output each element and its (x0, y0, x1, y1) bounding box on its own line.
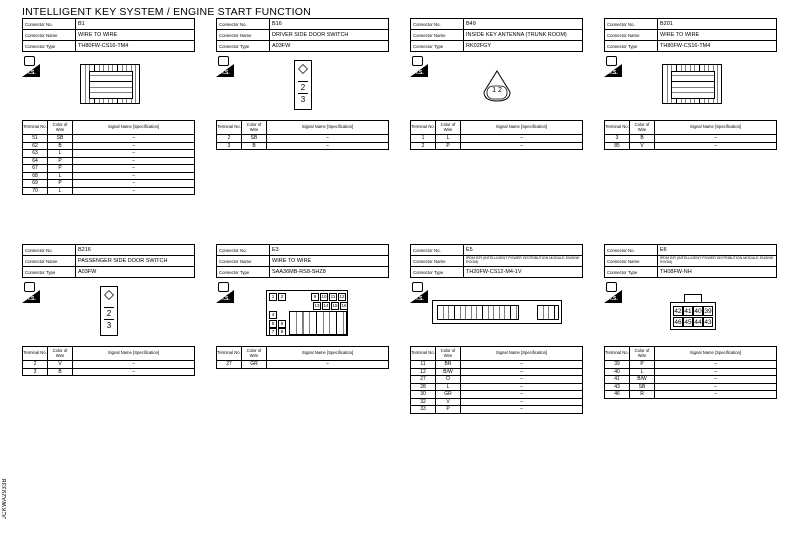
hs-icon (410, 282, 428, 303)
terminal-cell: 28 (411, 383, 436, 391)
color-cell: P (436, 406, 461, 414)
header-value-type: RK02FGY (464, 41, 583, 52)
signal-cell: – (461, 383, 583, 391)
pin-cell: 15 (332, 303, 338, 308)
header-value-type: TH80FW-CS16-TM4 (76, 41, 195, 52)
terminal-cell: 67 (23, 165, 48, 173)
terminal-cell: 27 (411, 376, 436, 384)
hs-icon (22, 282, 40, 303)
signal-cell: – (461, 376, 583, 384)
signal-cell: – (461, 368, 583, 376)
color-cell: L (48, 172, 73, 180)
table-row (411, 368, 583, 376)
table-row (411, 361, 583, 369)
terminal-cell: 40 (605, 368, 630, 376)
color-cell: P (48, 165, 73, 173)
color-cell: SB (630, 383, 655, 391)
terminal-table (410, 120, 583, 150)
terminal-cell: 64 (23, 157, 48, 165)
terminal-cell: 3 (23, 368, 48, 376)
table-row (217, 361, 389, 369)
color-cell: L (48, 187, 73, 195)
header-key: Connector Type (217, 267, 270, 278)
table-row (23, 361, 195, 369)
header-value-type: TH20FW-CS12-M4-1V (464, 267, 583, 278)
pin-cell: 7 (269, 328, 277, 336)
terminal-cell: 1 (411, 135, 436, 143)
connector-panel-b201 (604, 18, 777, 149)
terminal-cell: 2 (217, 135, 242, 143)
signal-cell: – (655, 368, 777, 376)
connector-header (216, 244, 389, 278)
pin-cell: 10 (321, 294, 327, 299)
col-header-color: Color of Wire (436, 121, 461, 135)
header-value-name: WIRE TO WIRE (76, 30, 195, 41)
connector-header (216, 18, 389, 52)
header-value-no: B16 (270, 19, 389, 30)
header-key: Connector No. (23, 245, 76, 256)
pin-cell: 11 (330, 294, 336, 299)
table-row (23, 172, 195, 180)
terminal-cell: 32 (411, 398, 436, 406)
table-row (411, 142, 583, 150)
terminal-table (216, 346, 389, 369)
terminal-cell: 2 (23, 361, 48, 369)
connector-latch (684, 294, 702, 303)
terminal-table (604, 120, 777, 150)
signal-cell: – (461, 391, 583, 399)
pin-cell: 12 (339, 294, 345, 299)
terminal-cell: 33 (411, 406, 436, 414)
hs-label: H.S. (26, 70, 36, 76)
connector-diagram (662, 64, 722, 104)
connector-diagram (482, 70, 512, 102)
signal-cell: – (73, 165, 195, 173)
header-key: Connector Name (217, 30, 270, 41)
pin-label: 2 (104, 307, 114, 319)
cavity-block (537, 305, 559, 320)
connector-panel-b1 (22, 18, 195, 194)
terminal-cell: 12 (411, 368, 436, 376)
color-cell: P (48, 180, 73, 188)
terminal-cell: 30 (411, 391, 436, 399)
connector-diagram (432, 300, 562, 324)
table-row (23, 187, 195, 195)
terminal-cell: 68 (23, 172, 48, 180)
table-row (23, 368, 195, 376)
signal-cell: – (73, 187, 195, 195)
header-key: Connector Type (411, 41, 464, 52)
connector-header (410, 18, 583, 52)
header-value-no: B201 (658, 19, 777, 30)
terminal-cell: 46 (605, 391, 630, 399)
col-header-color: Color of Wire (630, 347, 655, 361)
terminal-cell: 41 (605, 376, 630, 384)
pin-cell: 2 (278, 293, 286, 301)
pin-cell: 5 (269, 320, 277, 328)
connector-body (89, 71, 133, 99)
col-header-terminal: Terminal No. (411, 121, 436, 135)
signal-cell: – (655, 135, 777, 143)
col-header-color: Color of Wire (48, 121, 73, 135)
signal-cell: – (73, 368, 195, 376)
header-value-no: E6 (658, 245, 777, 256)
terminal-cell: 11 (411, 361, 436, 369)
color-cell: GR (242, 361, 267, 369)
pin-cell: 46 (674, 319, 682, 326)
connector-key (298, 64, 308, 74)
pin-cell: 14 (323, 303, 329, 308)
connector-header (22, 18, 195, 52)
header-key: Connector No. (411, 245, 464, 256)
col-header-terminal: Terminal No. (217, 347, 242, 361)
color-cell: B (48, 142, 73, 150)
table-row (23, 150, 195, 158)
connector-panel-e6 (604, 244, 777, 398)
header-value-type: SAA36MB-RS8-SHZ8 (270, 267, 389, 278)
col-header-signal: Signal Name [Specification] (655, 121, 777, 135)
signal-cell: – (267, 361, 389, 369)
pin-label: 3 (104, 319, 114, 331)
terminal-cell: 51 (23, 135, 48, 143)
header-value-no: B49 (464, 19, 583, 30)
color-cell: P (630, 361, 655, 369)
table-row (411, 398, 583, 406)
terminal-cell: 2 (411, 142, 436, 150)
pin-label: 2 (298, 81, 308, 93)
terminal-table (216, 120, 389, 150)
header-key: Connector Type (217, 41, 270, 52)
table-row (411, 376, 583, 384)
signal-cell: – (461, 406, 583, 414)
header-value-type: TH08FW-NH (658, 267, 777, 278)
header-key: Connector Name (23, 256, 76, 267)
signal-cell: – (267, 135, 389, 143)
header-key: Connector No. (411, 19, 464, 30)
signal-cell: – (655, 391, 777, 399)
header-key: Connector No. (23, 19, 76, 30)
col-header-terminal: Terminal No. (605, 121, 630, 135)
header-key: Connector Name (605, 30, 658, 41)
terminal-cell: 69 (23, 180, 48, 188)
signal-cell: – (461, 135, 583, 143)
connector-header (604, 18, 777, 52)
color-cell: P (436, 142, 461, 150)
table-row (605, 361, 777, 369)
table-row (23, 135, 195, 143)
table-row (217, 142, 389, 150)
signal-cell: – (267, 142, 389, 150)
header-value-name: INSIDE KEY ANTENNA (TRUNK ROOM) (464, 30, 583, 41)
header-key: Connector Name (411, 30, 464, 41)
color-cell: V (630, 142, 655, 150)
header-key: Connector Type (605, 41, 658, 52)
col-header-color: Color of Wire (242, 121, 267, 135)
hs-label: H.S. (220, 70, 230, 76)
header-key: Connector Type (605, 267, 658, 278)
color-cell: SB (48, 135, 73, 143)
col-header-signal: Signal Name [Specification] (461, 121, 583, 135)
color-cell: B (630, 135, 655, 143)
table-row (23, 142, 195, 150)
signal-cell: – (461, 142, 583, 150)
terminal-table (604, 346, 777, 399)
table-row (605, 383, 777, 391)
connector-diagram (80, 64, 140, 104)
connector-diagram (100, 286, 118, 336)
hs-label: H.S. (414, 296, 424, 302)
terminal-cell: 43 (605, 383, 630, 391)
header-value-type: A03FW (76, 267, 195, 278)
header-key: Connector Name (411, 256, 464, 267)
color-cell: SB (242, 135, 267, 143)
color-cell: B (242, 142, 267, 150)
signal-cell: – (655, 142, 777, 150)
table-row (411, 135, 583, 143)
pin-cell: 41 (684, 308, 692, 315)
color-cell: L (436, 135, 461, 143)
col-header-terminal: Terminal No. (23, 347, 48, 361)
connector-diagram (670, 294, 716, 330)
connector-body (671, 71, 715, 99)
terminal-table (22, 346, 195, 376)
connector-panel-e5 (410, 244, 583, 413)
hs-icon (216, 56, 234, 77)
header-key: Connector Type (411, 267, 464, 278)
signal-cell: – (73, 142, 195, 150)
pin-cell: 44 (694, 319, 702, 326)
pin-cell: 16 (341, 303, 347, 308)
table-row (217, 135, 389, 143)
hs-icon (604, 56, 622, 77)
color-cell: L (436, 383, 461, 391)
header-value-no: E3 (270, 245, 389, 256)
connector-header (604, 244, 777, 278)
hs-label: H.S. (608, 296, 618, 302)
color-cell: GR (436, 391, 461, 399)
col-header-color: Color of Wire (48, 347, 73, 361)
color-cell: V (48, 361, 73, 369)
pin-cell: 1 (269, 293, 277, 301)
connector-header (410, 244, 583, 278)
pin-labels: 1 2 (492, 87, 502, 94)
terminal-table (410, 346, 583, 414)
terminal-cell: 3 (605, 135, 630, 143)
table-row (23, 165, 195, 173)
header-value-name: IPDM E/R (INTELLIGENT POWER DISTRIBUTION MODULE ENGINE ROOM) (658, 256, 777, 267)
header-value-name: WIRE TO WIRE (658, 30, 777, 41)
signal-cell: – (461, 361, 583, 369)
page-title: INTELLIGENT KEY SYSTEM / ENGINE START FUNCTION (22, 6, 311, 18)
header-key: Connector No. (217, 245, 270, 256)
terminal-cell: 63 (23, 150, 48, 158)
pin-cell: 45 (684, 319, 692, 326)
col-header-color: Color of Wire (242, 347, 267, 361)
hs-icon (604, 282, 622, 303)
connector-header (22, 244, 195, 278)
pin-cell: 9 (311, 293, 319, 301)
hs-label: H.S. (26, 296, 36, 302)
col-header-signal: Signal Name [Specification] (655, 347, 777, 361)
terminal-table (22, 120, 195, 195)
terminal-cell: 85 (605, 142, 630, 150)
pin-cell: 6 (278, 320, 286, 328)
connector-diagram (294, 60, 312, 110)
figure-code: JCKWA2933B (2, 478, 8, 520)
header-key: Connector No. (217, 19, 270, 30)
col-header-signal: Signal Name [Specification] (267, 347, 389, 361)
pin-cell: 40 (694, 308, 702, 315)
table-row (23, 180, 195, 188)
col-header-signal: Signal Name [Specification] (267, 121, 389, 135)
connector-diagram (266, 290, 348, 336)
connector-outline (482, 70, 512, 102)
header-value-no: B1 (76, 19, 195, 30)
col-header-color: Color of Wire (436, 347, 461, 361)
signal-cell: – (73, 150, 195, 158)
connector-key (104, 290, 114, 300)
terminal-cell: 62 (23, 142, 48, 150)
color-cell: B/W (630, 376, 655, 384)
col-header-terminal: Terminal No. (217, 121, 242, 135)
pin-cell: 39 (704, 308, 712, 315)
pin-cell: 8 (278, 328, 286, 336)
pin-cell: 13 (314, 303, 320, 308)
col-header-terminal: Terminal No. (23, 121, 48, 135)
connector-panel-b216 (22, 244, 195, 375)
header-value-name: PASSENGER SIDE DOOR SWITCH (76, 256, 195, 267)
col-header-signal: Signal Name [Specification] (461, 347, 583, 361)
col-header-terminal: Terminal No. (411, 347, 436, 361)
header-key: Connector No. (605, 245, 658, 256)
signal-cell: – (73, 361, 195, 369)
connector-panel-b16 (216, 18, 389, 149)
col-header-signal: Signal Name [Specification] (73, 121, 195, 135)
color-cell: V (436, 398, 461, 406)
signal-cell: – (73, 135, 195, 143)
col-header-signal: Signal Name [Specification] (73, 347, 195, 361)
signal-cell: – (73, 180, 195, 188)
color-cell: BR (436, 361, 461, 369)
header-value-name: DRIVER SIDE DOOR SWITCH (270, 30, 389, 41)
table-row (605, 142, 777, 150)
header-value-no: E5 (464, 245, 583, 256)
hs-icon (410, 56, 428, 77)
header-key: Connector Type (23, 41, 76, 52)
header-value-name: WIRE TO WIRE (270, 256, 389, 267)
color-cell: B/W (436, 368, 461, 376)
cavity-block (437, 305, 519, 320)
table-row (605, 135, 777, 143)
color-cell: L (48, 150, 73, 158)
hs-icon (22, 56, 40, 77)
cavity-block (289, 311, 347, 335)
hs-label: H.S. (414, 70, 424, 76)
color-cell: O (436, 376, 461, 384)
table-row (411, 391, 583, 399)
terminal-cell: 70 (23, 187, 48, 195)
pin-cell: 42 (674, 308, 682, 315)
signal-cell: – (73, 172, 195, 180)
hs-icon (216, 282, 234, 303)
header-key: Connector Name (605, 256, 658, 267)
table-row (411, 406, 583, 414)
header-key: Connector Name (217, 256, 270, 267)
color-cell: B (48, 368, 73, 376)
terminal-cell: 39 (605, 361, 630, 369)
col-header-terminal: Terminal No. (605, 347, 630, 361)
signal-cell: – (655, 376, 777, 384)
hs-label: H.S. (220, 296, 230, 302)
table-row (23, 157, 195, 165)
header-value-type: A03FW (270, 41, 389, 52)
color-cell: L (630, 368, 655, 376)
header-key: Connector Name (23, 30, 76, 41)
table-row (605, 391, 777, 399)
terminal-cell: 27 (217, 361, 242, 369)
header-key: Connector No. (605, 19, 658, 30)
signal-cell: – (461, 398, 583, 406)
pin-cell: 4 (269, 311, 277, 319)
pin-cell: 43 (704, 319, 712, 326)
header-value-type: TH80FW-CS16-TM4 (658, 41, 777, 52)
signal-cell: – (655, 383, 777, 391)
table-row (605, 376, 777, 384)
header-value-no: B216 (76, 245, 195, 256)
col-header-color: Color of Wire (630, 121, 655, 135)
pin-label: 3 (298, 93, 308, 105)
hs-label: H.S. (608, 70, 618, 76)
connector-panel-e3 (216, 244, 389, 368)
header-value-name: IPDM E/R (INTELLIGENT POWER DISTRIBUTION MODULE ENGINE ROOM) (464, 256, 583, 267)
terminal-cell: 3 (217, 142, 242, 150)
signal-cell: – (73, 157, 195, 165)
connector-panel-b49 (410, 18, 583, 149)
header-key: Connector Type (23, 267, 76, 278)
table-row (605, 368, 777, 376)
signal-cell: – (655, 361, 777, 369)
color-cell: P (48, 157, 73, 165)
table-row (411, 383, 583, 391)
color-cell: R (630, 391, 655, 399)
